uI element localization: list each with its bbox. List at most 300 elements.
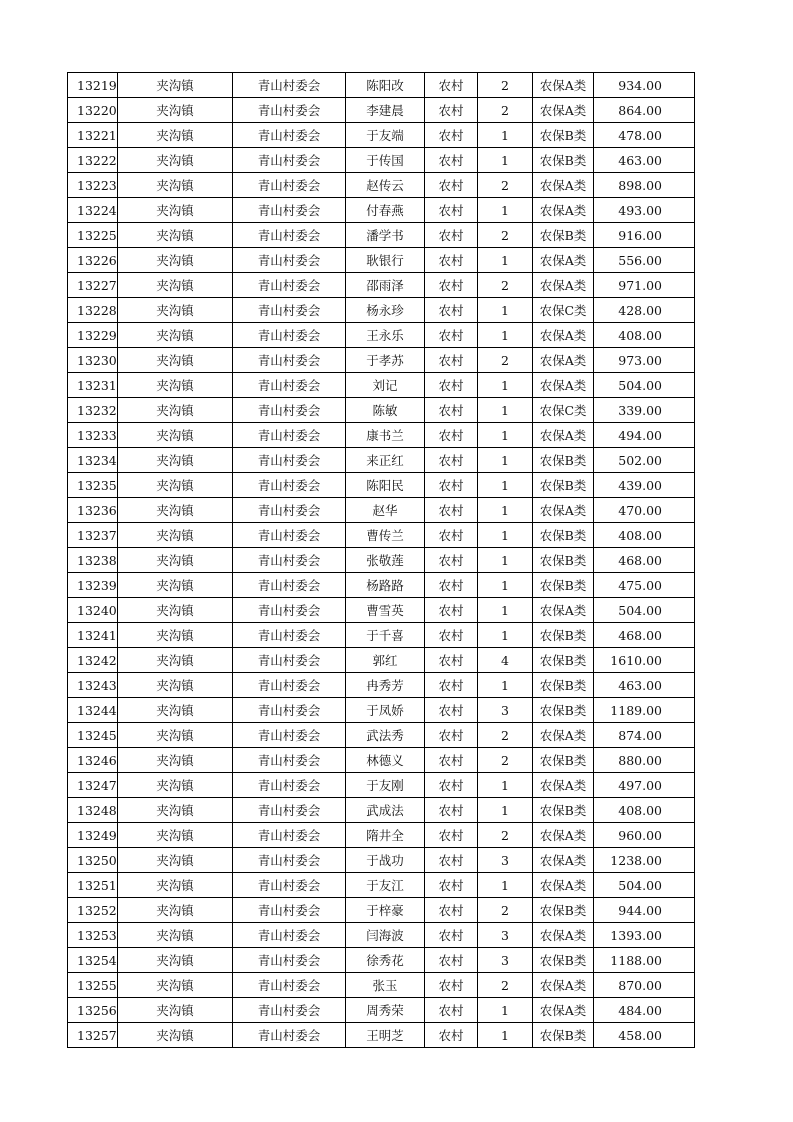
town-cell: 夹沟镇 [118, 823, 233, 848]
category-cell: 农保B类 [533, 448, 594, 473]
village-cell: 青山村委会 [233, 748, 346, 773]
amount-cell: 478.00 [594, 123, 695, 148]
household-count-cell: 3 [478, 923, 533, 948]
record-id: 13247 [68, 773, 118, 798]
table-row [68, 398, 695, 423]
village-cell: 青山村委会 [233, 673, 346, 698]
village-cell: 青山村委会 [233, 398, 346, 423]
amount-cell: 468.00 [594, 548, 695, 573]
person-name-cell: 耿银行 [346, 248, 425, 273]
table-row [68, 423, 695, 448]
person-name-cell: 于友刚 [346, 773, 425, 798]
table-row [68, 573, 695, 598]
area-type-cell: 农村 [425, 348, 478, 373]
village-cell: 青山村委会 [233, 823, 346, 848]
household-count-cell: 3 [478, 948, 533, 973]
table-row [68, 723, 695, 748]
household-count-cell: 2 [478, 723, 533, 748]
amount-cell: 493.00 [594, 198, 695, 223]
household-count-cell: 2 [478, 898, 533, 923]
table-row [68, 548, 695, 573]
amount-cell: 408.00 [594, 523, 695, 548]
area-type-cell: 农村 [425, 548, 478, 573]
household-count-cell: 1 [478, 523, 533, 548]
area-type-cell: 农村 [425, 173, 478, 198]
category-cell: 农保A类 [533, 823, 594, 848]
village-cell: 青山村委会 [233, 198, 346, 223]
area-type-cell: 农村 [425, 523, 478, 548]
town-cell: 夹沟镇 [118, 923, 233, 948]
record-id: 13250 [68, 848, 118, 873]
town-cell: 夹沟镇 [118, 573, 233, 598]
person-name-cell: 于传国 [346, 148, 425, 173]
person-name-cell: 曹传兰 [346, 523, 425, 548]
record-id: 13255 [68, 973, 118, 998]
amount-cell: 556.00 [594, 248, 695, 273]
town-cell: 夹沟镇 [118, 723, 233, 748]
table-row [68, 348, 695, 373]
category-cell: 农保B类 [533, 798, 594, 823]
town-cell: 夹沟镇 [118, 498, 233, 523]
town-cell: 夹沟镇 [118, 848, 233, 873]
amount-cell: 898.00 [594, 173, 695, 198]
amount-cell: 1610.00 [594, 648, 695, 673]
person-name-cell: 于友江 [346, 873, 425, 898]
category-cell: 农保B类 [533, 698, 594, 723]
amount-cell: 494.00 [594, 423, 695, 448]
record-id: 13226 [68, 248, 118, 273]
person-name-cell: 闫海波 [346, 923, 425, 948]
person-name-cell: 张敬莲 [346, 548, 425, 573]
town-cell: 夹沟镇 [118, 73, 233, 98]
household-count-cell: 1 [478, 673, 533, 698]
amount-cell: 1393.00 [594, 923, 695, 948]
table-row [68, 798, 695, 823]
amount-cell: 339.00 [594, 398, 695, 423]
village-cell: 青山村委会 [233, 948, 346, 973]
area-type-cell: 农村 [425, 273, 478, 298]
town-cell: 夹沟镇 [118, 248, 233, 273]
person-name-cell: 邵雨泽 [346, 273, 425, 298]
household-count-cell: 1 [478, 123, 533, 148]
record-id: 13234 [68, 448, 118, 473]
table-row [68, 923, 695, 948]
village-cell: 青山村委会 [233, 523, 346, 548]
town-cell: 夹沟镇 [118, 898, 233, 923]
category-cell: 农保A类 [533, 423, 594, 448]
town-cell: 夹沟镇 [118, 173, 233, 198]
village-cell: 青山村委会 [233, 123, 346, 148]
person-name-cell: 于友端 [346, 123, 425, 148]
area-type-cell: 农村 [425, 248, 478, 273]
person-name-cell: 曹雪英 [346, 598, 425, 623]
category-cell: 农保A类 [533, 723, 594, 748]
village-cell: 青山村委会 [233, 248, 346, 273]
table-row [68, 223, 695, 248]
category-cell: 农保A类 [533, 248, 594, 273]
person-name-cell: 刘记 [346, 373, 425, 398]
category-cell: 农保B类 [533, 948, 594, 973]
village-cell: 青山村委会 [233, 348, 346, 373]
household-count-cell: 1 [478, 198, 533, 223]
category-cell: 农保B类 [533, 898, 594, 923]
category-cell: 农保A类 [533, 198, 594, 223]
amount-cell: 934.00 [594, 73, 695, 98]
category-cell: 农保A类 [533, 598, 594, 623]
village-cell: 青山村委会 [233, 898, 346, 923]
town-cell: 夹沟镇 [118, 98, 233, 123]
category-cell: 农保A类 [533, 973, 594, 998]
category-cell: 农保B类 [533, 123, 594, 148]
household-count-cell: 1 [478, 548, 533, 573]
area-type-cell: 农村 [425, 573, 478, 598]
table-row [68, 123, 695, 148]
record-id: 13242 [68, 648, 118, 673]
household-count-cell: 4 [478, 648, 533, 673]
record-id: 13232 [68, 398, 118, 423]
village-cell: 青山村委会 [233, 548, 346, 573]
person-name-cell: 于孝苏 [346, 348, 425, 373]
town-cell: 夹沟镇 [118, 648, 233, 673]
town-cell: 夹沟镇 [118, 373, 233, 398]
person-name-cell: 陈阳改 [346, 73, 425, 98]
household-count-cell: 1 [478, 1023, 533, 1048]
town-cell: 夹沟镇 [118, 298, 233, 323]
household-count-cell: 1 [478, 798, 533, 823]
area-type-cell: 农村 [425, 873, 478, 898]
record-id: 13245 [68, 723, 118, 748]
household-count-cell: 2 [478, 73, 533, 98]
area-type-cell: 农村 [425, 948, 478, 973]
category-cell: 农保B类 [533, 223, 594, 248]
amount-cell: 463.00 [594, 673, 695, 698]
record-id: 13254 [68, 948, 118, 973]
person-name-cell: 王永乐 [346, 323, 425, 348]
household-count-cell: 2 [478, 973, 533, 998]
person-name-cell: 付春燕 [346, 198, 425, 223]
category-cell: 农保C类 [533, 398, 594, 423]
area-type-cell: 农村 [425, 823, 478, 848]
table-row [68, 998, 695, 1023]
village-cell: 青山村委会 [233, 648, 346, 673]
table-row [68, 523, 695, 548]
table-row [68, 973, 695, 998]
household-count-cell: 1 [478, 448, 533, 473]
amount-cell: 439.00 [594, 473, 695, 498]
category-cell: 农保A类 [533, 173, 594, 198]
town-cell: 夹沟镇 [118, 998, 233, 1023]
amount-cell: 973.00 [594, 348, 695, 373]
area-type-cell: 农村 [425, 598, 478, 623]
record-id: 13238 [68, 548, 118, 573]
area-type-cell: 农村 [425, 73, 478, 98]
area-type-cell: 农村 [425, 148, 478, 173]
amount-cell: 916.00 [594, 223, 695, 248]
amount-cell: 880.00 [594, 748, 695, 773]
village-cell: 青山村委会 [233, 798, 346, 823]
record-id: 13222 [68, 148, 118, 173]
amount-cell: 470.00 [594, 498, 695, 523]
category-cell: 农保B类 [533, 673, 594, 698]
person-name-cell: 徐秀花 [346, 948, 425, 973]
record-id: 13224 [68, 198, 118, 223]
record-id: 13252 [68, 898, 118, 923]
table-row [68, 373, 695, 398]
village-cell: 青山村委会 [233, 498, 346, 523]
table-row [68, 298, 695, 323]
town-cell: 夹沟镇 [118, 748, 233, 773]
amount-cell: 1238.00 [594, 848, 695, 873]
area-type-cell: 农村 [425, 323, 478, 348]
area-type-cell: 农村 [425, 398, 478, 423]
category-cell: 农保B类 [533, 148, 594, 173]
record-id: 13225 [68, 223, 118, 248]
town-cell: 夹沟镇 [118, 348, 233, 373]
area-type-cell: 农村 [425, 223, 478, 248]
record-id: 13228 [68, 298, 118, 323]
table-row [68, 98, 695, 123]
person-name-cell: 康书兰 [346, 423, 425, 448]
record-id: 13223 [68, 173, 118, 198]
table-row [68, 323, 695, 348]
table-row [68, 948, 695, 973]
category-cell: 农保A类 [533, 923, 594, 948]
category-cell: 农保B类 [533, 648, 594, 673]
household-count-cell: 2 [478, 273, 533, 298]
person-name-cell: 武成法 [346, 798, 425, 823]
person-name-cell: 张玉 [346, 973, 425, 998]
record-id: 13251 [68, 873, 118, 898]
table-row [68, 698, 695, 723]
record-id: 13230 [68, 348, 118, 373]
category-cell: 农保B类 [533, 748, 594, 773]
table-row [68, 248, 695, 273]
person-name-cell: 陈敏 [346, 398, 425, 423]
person-name-cell: 赵华 [346, 498, 425, 523]
table-row [68, 273, 695, 298]
amount-cell: 428.00 [594, 298, 695, 323]
category-cell: 农保A类 [533, 998, 594, 1023]
amount-cell: 874.00 [594, 723, 695, 748]
village-cell: 青山村委会 [233, 623, 346, 648]
category-cell: 农保A类 [533, 373, 594, 398]
table-row [68, 748, 695, 773]
household-count-cell: 1 [478, 498, 533, 523]
person-name-cell: 郭红 [346, 648, 425, 673]
record-id: 13253 [68, 923, 118, 948]
village-cell: 青山村委会 [233, 473, 346, 498]
household-count-cell: 1 [478, 573, 533, 598]
person-name-cell: 潘学书 [346, 223, 425, 248]
town-cell: 夹沟镇 [118, 523, 233, 548]
town-cell: 夹沟镇 [118, 448, 233, 473]
roster-table [67, 72, 695, 1048]
area-type-cell: 农村 [425, 423, 478, 448]
household-count-cell: 1 [478, 323, 533, 348]
household-count-cell: 1 [478, 623, 533, 648]
amount-cell: 484.00 [594, 998, 695, 1023]
table-row [68, 673, 695, 698]
household-count-cell: 1 [478, 148, 533, 173]
category-cell: 农保A类 [533, 873, 594, 898]
village-cell: 青山村委会 [233, 1023, 346, 1048]
amount-cell: 504.00 [594, 598, 695, 623]
record-id: 13220 [68, 98, 118, 123]
person-name-cell: 来正红 [346, 448, 425, 473]
category-cell: 农保B类 [533, 473, 594, 498]
record-id: 13243 [68, 673, 118, 698]
village-cell: 青山村委会 [233, 148, 346, 173]
record-id: 13246 [68, 748, 118, 773]
table-row [68, 473, 695, 498]
category-cell: 农保A类 [533, 848, 594, 873]
area-type-cell: 农村 [425, 1023, 478, 1048]
person-name-cell: 隋井全 [346, 823, 425, 848]
village-cell: 青山村委会 [233, 298, 346, 323]
area-type-cell: 农村 [425, 923, 478, 948]
amount-cell: 864.00 [594, 98, 695, 123]
town-cell: 夹沟镇 [118, 148, 233, 173]
table-row [68, 498, 695, 523]
category-cell: 农保A类 [533, 98, 594, 123]
household-count-cell: 3 [478, 848, 533, 873]
household-count-cell: 1 [478, 598, 533, 623]
town-cell: 夹沟镇 [118, 773, 233, 798]
record-id: 13229 [68, 323, 118, 348]
person-name-cell: 冉秀芳 [346, 673, 425, 698]
person-name-cell: 武法秀 [346, 723, 425, 748]
village-cell: 青山村委会 [233, 423, 346, 448]
town-cell: 夹沟镇 [118, 398, 233, 423]
area-type-cell: 农村 [425, 973, 478, 998]
area-type-cell: 农村 [425, 123, 478, 148]
village-cell: 青山村委会 [233, 773, 346, 798]
household-count-cell: 1 [478, 398, 533, 423]
table-row [68, 148, 695, 173]
town-cell: 夹沟镇 [118, 1023, 233, 1048]
amount-cell: 458.00 [594, 1023, 695, 1048]
record-id: 13221 [68, 123, 118, 148]
table-row [68, 1023, 695, 1048]
person-name-cell: 于梓豪 [346, 898, 425, 923]
table-row [68, 173, 695, 198]
village-cell: 青山村委会 [233, 273, 346, 298]
amount-cell: 1189.00 [594, 698, 695, 723]
record-id: 13249 [68, 823, 118, 848]
household-count-cell: 2 [478, 823, 533, 848]
amount-cell: 870.00 [594, 973, 695, 998]
area-type-cell: 农村 [425, 648, 478, 673]
village-cell: 青山村委会 [233, 923, 346, 948]
table-row [68, 648, 695, 673]
record-id: 13256 [68, 998, 118, 1023]
category-cell: 农保A类 [533, 323, 594, 348]
household-count-cell: 2 [478, 348, 533, 373]
area-type-cell: 农村 [425, 623, 478, 648]
category-cell: 农保B类 [533, 1023, 594, 1048]
person-name-cell: 赵传云 [346, 173, 425, 198]
person-name-cell: 杨路路 [346, 573, 425, 598]
table-row [68, 73, 695, 98]
record-id: 13239 [68, 573, 118, 598]
amount-cell: 971.00 [594, 273, 695, 298]
person-name-cell: 于战功 [346, 848, 425, 873]
category-cell: 农保B类 [533, 523, 594, 548]
area-type-cell: 农村 [425, 98, 478, 123]
person-name-cell: 李建晨 [346, 98, 425, 123]
village-cell: 青山村委会 [233, 573, 346, 598]
village-cell: 青山村委会 [233, 223, 346, 248]
amount-cell: 504.00 [594, 873, 695, 898]
town-cell: 夹沟镇 [118, 323, 233, 348]
category-cell: 农保B类 [533, 548, 594, 573]
record-id: 13237 [68, 523, 118, 548]
village-cell: 青山村委会 [233, 448, 346, 473]
area-type-cell: 农村 [425, 848, 478, 873]
record-id: 13248 [68, 798, 118, 823]
area-type-cell: 农村 [425, 198, 478, 223]
category-cell: 农保A类 [533, 73, 594, 98]
village-cell: 青山村委会 [233, 373, 346, 398]
record-id: 13231 [68, 373, 118, 398]
household-count-cell: 1 [478, 873, 533, 898]
town-cell: 夹沟镇 [118, 273, 233, 298]
household-count-cell: 2 [478, 748, 533, 773]
town-cell: 夹沟镇 [118, 473, 233, 498]
household-count-cell: 1 [478, 998, 533, 1023]
village-cell: 青山村委会 [233, 873, 346, 898]
area-type-cell: 农村 [425, 748, 478, 773]
village-cell: 青山村委会 [233, 323, 346, 348]
table-row [68, 873, 695, 898]
town-cell: 夹沟镇 [118, 598, 233, 623]
record-id: 13236 [68, 498, 118, 523]
area-type-cell: 农村 [425, 473, 478, 498]
category-cell: 农保B类 [533, 573, 594, 598]
area-type-cell: 农村 [425, 723, 478, 748]
person-name-cell: 杨永珍 [346, 298, 425, 323]
person-name-cell: 陈阳民 [346, 473, 425, 498]
amount-cell: 944.00 [594, 898, 695, 923]
household-count-cell: 1 [478, 298, 533, 323]
category-cell: 农保A类 [533, 773, 594, 798]
town-cell: 夹沟镇 [118, 623, 233, 648]
village-cell: 青山村委会 [233, 73, 346, 98]
household-count-cell: 2 [478, 173, 533, 198]
category-cell: 农保A类 [533, 498, 594, 523]
village-cell: 青山村委会 [233, 598, 346, 623]
town-cell: 夹沟镇 [118, 198, 233, 223]
category-cell: 农保C类 [533, 298, 594, 323]
town-cell: 夹沟镇 [118, 423, 233, 448]
town-cell: 夹沟镇 [118, 673, 233, 698]
table-row [68, 898, 695, 923]
household-count-cell: 1 [478, 473, 533, 498]
record-id: 13257 [68, 1023, 118, 1048]
household-count-cell: 1 [478, 373, 533, 398]
record-id: 13241 [68, 623, 118, 648]
table-row [68, 448, 695, 473]
town-cell: 夹沟镇 [118, 698, 233, 723]
category-cell: 农保B类 [533, 623, 594, 648]
village-cell: 青山村委会 [233, 98, 346, 123]
amount-cell: 408.00 [594, 323, 695, 348]
record-id: 13233 [68, 423, 118, 448]
village-cell: 青山村委会 [233, 848, 346, 873]
amount-cell: 463.00 [594, 148, 695, 173]
area-type-cell: 农村 [425, 373, 478, 398]
household-count-cell: 3 [478, 698, 533, 723]
